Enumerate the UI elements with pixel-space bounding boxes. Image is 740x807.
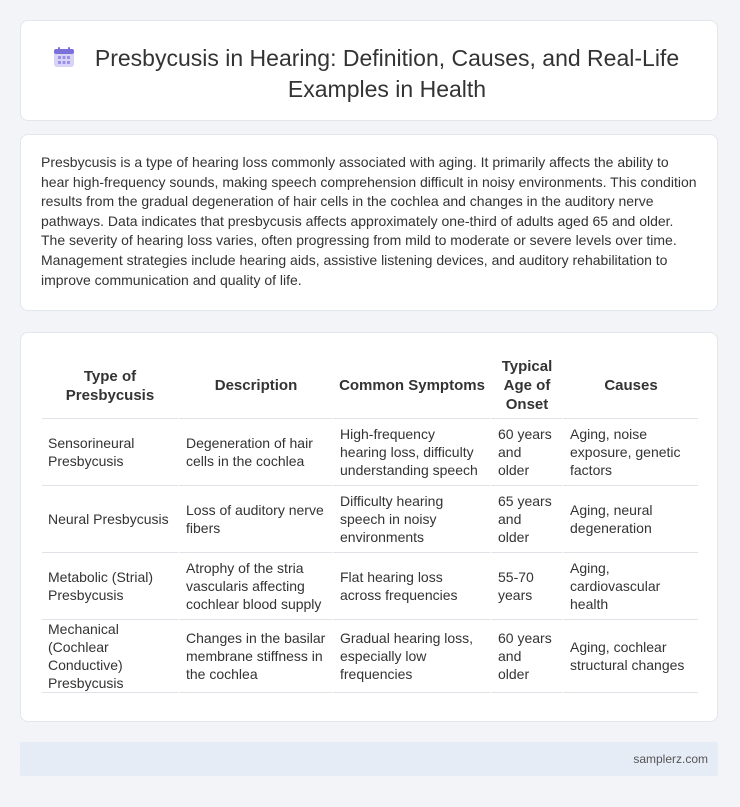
table-header-row	[42, 353, 698, 419]
table-row	[42, 486, 698, 553]
table-cell: 65 years and older	[490, 486, 562, 553]
table-cell: Mechanical (Cochlear Conductive) Presbycusis	[42, 620, 178, 693]
table-card	[20, 332, 718, 722]
table-cell: Atrophy of the stria vascularis affecting cochlear blood supply	[178, 553, 332, 620]
table-cell: Aging, noise exposure, genetic factors	[562, 419, 698, 486]
table-cell: Difficulty hearing speech in noisy environments	[332, 486, 490, 553]
table-cell: Flat hearing loss across frequencies	[332, 553, 490, 620]
page-title: Presbycusis in Hearing: Definition, Causes, and Real-Life Examples in Health	[94, 45, 680, 102]
table-cell: Aging, neural degeneration	[562, 486, 698, 553]
table-row	[42, 620, 698, 693]
column-header: Description	[178, 353, 332, 419]
footer-site-link[interactable]: samplerz.com	[633, 752, 708, 766]
table-cell: 60 years and older	[490, 620, 562, 693]
table-cell: Aging, cochlear structural changes	[562, 620, 698, 693]
column-header: Common Symptoms	[332, 353, 490, 419]
table-cell: High-frequency hearing loss, difficulty understanding speech	[332, 419, 490, 486]
table-row	[42, 553, 698, 620]
table-row	[42, 419, 698, 486]
intro-card	[20, 134, 718, 311]
presbycusis-table	[42, 353, 698, 693]
table-cell: Metabolic (Strial) Presbycusis	[42, 553, 178, 620]
column-header: Type of Presbycusis	[42, 353, 178, 419]
table-cell: 60 years and older	[490, 419, 562, 486]
table-cell: Neural Presbycusis	[42, 486, 178, 553]
header-card	[20, 20, 718, 121]
table-cell: Changes in the basilar membrane stiffness in the cochlea	[178, 620, 332, 693]
table-cell: Aging, cardiovascular health	[562, 553, 698, 620]
table-cell: Loss of auditory nerve fibers	[178, 486, 332, 553]
intro-paragraph: Presbycusis is a type of hearing loss commonly associated with aging. It primarily affects the ability to hear high-frequency sounds, making speech comprehension difficult in noisy environments. This condition results from the gradual degeneration of hair cells in the cochlea and changes in the auditory nerve pathways. Data indicates that presbycusis affects approximately one-third of adults aged 65 and older. The severity of hearing loss varies, often progressing from mild to moderate or severe levels over time. Management strategies include hearing aids, assistive listening devices, and auditory rehabilitation to improve communication and quality of life.	[41, 154, 697, 288]
column-header: Causes	[562, 353, 698, 419]
footer-bar	[20, 742, 718, 776]
table-cell: Gradual hearing loss, especially low frequencies	[332, 620, 490, 693]
table-cell: Sensorineural Presbycusis	[42, 419, 178, 486]
column-header: Typical Age of Onset	[490, 353, 562, 419]
table-cell: Degeneration of hair cells in the cochlea	[178, 419, 332, 486]
table-cell: 55-70 years	[490, 553, 562, 620]
